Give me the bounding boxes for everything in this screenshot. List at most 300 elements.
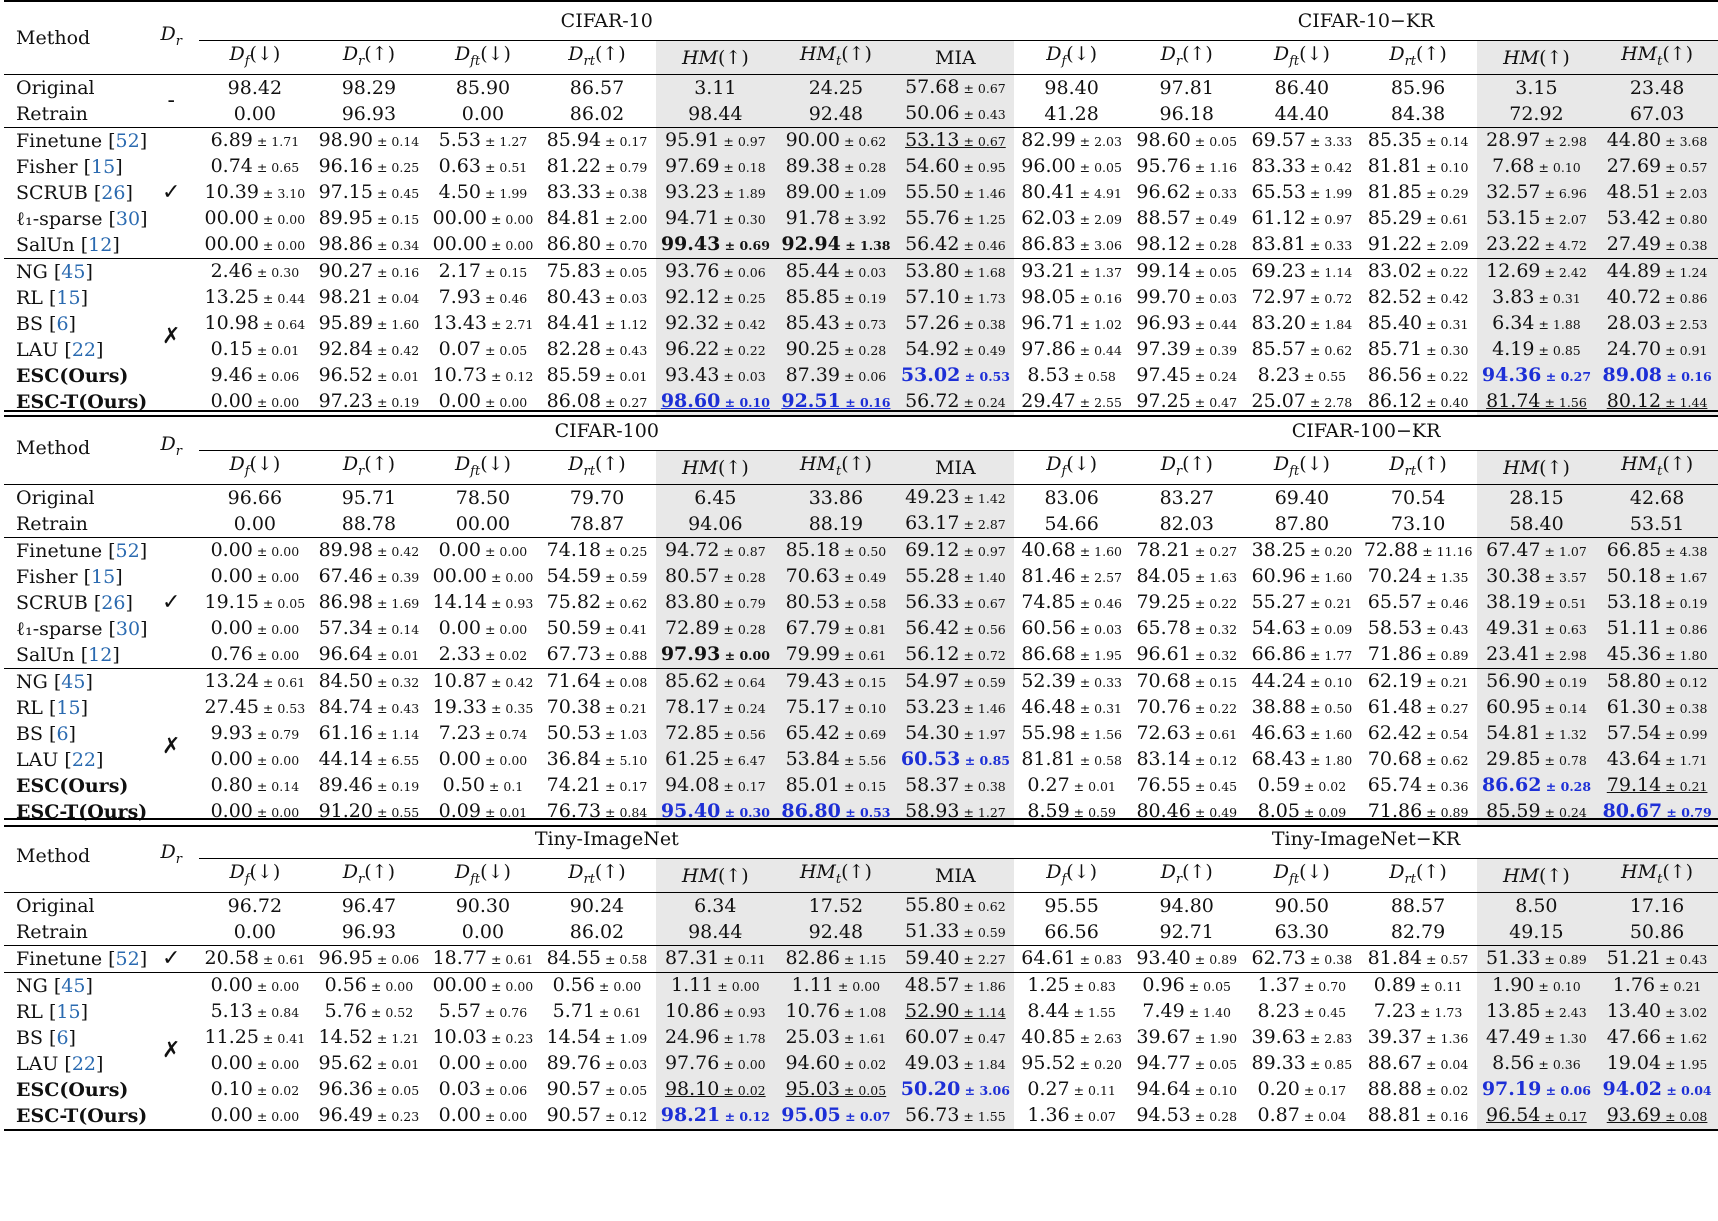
cell-value	[901, 1078, 1010, 1100]
cell	[1129, 616, 1244, 642]
dataset-row	[4, 1, 1718, 41]
std: ± 0.61	[1190, 727, 1238, 742]
metric-sub: ft	[1289, 53, 1300, 69]
mean: 33.86	[808, 487, 864, 509]
mean: 8.53	[1027, 364, 1070, 386]
cell-value	[809, 513, 863, 535]
cell-value	[1136, 233, 1237, 255]
std: ± 0.15	[1190, 675, 1238, 690]
metric-sub: r	[1175, 53, 1183, 69]
cell	[1014, 511, 1129, 538]
mean: 82.99	[1021, 129, 1076, 151]
metric-header	[656, 451, 775, 485]
mean: 94.60	[785, 1052, 840, 1074]
mean: 84.41	[546, 312, 602, 334]
std: ± 0.42	[372, 343, 420, 358]
mean: 93.43	[665, 364, 720, 386]
cell-value	[1275, 487, 1329, 509]
dr-mark: ✓	[143, 946, 199, 973]
cell	[1596, 773, 1718, 799]
cell-value	[433, 591, 534, 613]
cell	[775, 180, 897, 206]
cell	[775, 154, 897, 180]
cell-value	[1607, 947, 1708, 969]
mean: 87.31	[664, 947, 720, 969]
mean: 13.25	[204, 286, 259, 308]
cell	[656, 919, 775, 946]
cell-value	[1252, 565, 1353, 587]
mean: 27.69	[1606, 155, 1662, 177]
cell-value	[547, 565, 648, 587]
table-row	[4, 973, 1718, 1000]
mean: 88.57	[1136, 207, 1191, 229]
cell	[538, 973, 655, 1000]
mean: 61.30	[1606, 696, 1662, 718]
std: ± 0.14	[372, 622, 420, 637]
cell	[310, 363, 427, 389]
mean: 87.80	[1274, 513, 1330, 535]
mean: 66.86	[1251, 643, 1306, 665]
cell	[656, 999, 775, 1025]
metric-name: D	[342, 42, 359, 65]
std: ± 0.21	[1422, 675, 1469, 690]
mean: 84.55	[546, 947, 601, 969]
mean: 99.70	[1136, 286, 1191, 308]
mean: 10.86	[664, 1000, 720, 1022]
std: ± 6.55	[372, 753, 420, 768]
mean: 67.47	[1486, 539, 1541, 561]
mean: 96.72	[227, 895, 283, 917]
cell	[1129, 973, 1244, 1000]
cell	[1359, 1077, 1476, 1103]
cell-value	[905, 390, 1006, 412]
mean: 96.47	[341, 895, 397, 917]
mean: 56.42	[905, 233, 960, 255]
cell-value	[319, 129, 420, 151]
cell-value	[1368, 260, 1469, 282]
std: ± 0.38	[1661, 238, 1708, 253]
std: ± 0.86	[1661, 622, 1708, 637]
method-label: SalUn	[16, 644, 75, 666]
metric-header	[1359, 451, 1476, 485]
cell-value	[547, 1078, 648, 1100]
cell	[199, 1025, 310, 1051]
mean: 70.63	[785, 565, 840, 587]
mean: 96.00	[1021, 155, 1076, 177]
mean: 81.22	[546, 155, 602, 177]
mean: 8.50	[1515, 895, 1558, 917]
cell	[656, 1025, 775, 1051]
table-row	[4, 669, 1718, 696]
mean: 80.46	[1136, 800, 1191, 822]
cell-value	[1258, 1000, 1347, 1022]
cell-value	[1602, 1078, 1711, 1100]
std: ± 0.22	[1190, 596, 1238, 611]
cell-value	[665, 286, 766, 308]
std: ± 0.57	[1661, 160, 1708, 175]
std: ± 0.70	[601, 238, 648, 253]
mean: 94.64	[1136, 1078, 1191, 1100]
method-name: Finetune [52]	[4, 946, 143, 973]
cell-value	[1486, 617, 1587, 639]
mean: 96.61	[1136, 643, 1191, 665]
std: ± 0.17	[719, 779, 766, 794]
mean: 83.33	[1251, 155, 1306, 177]
std: ± 2.00	[601, 212, 648, 227]
cell-value	[205, 286, 306, 308]
mean: 63.17	[905, 512, 960, 534]
cell-value	[234, 513, 276, 535]
mean: 11.25	[204, 1026, 259, 1048]
mean: 24.70	[1606, 338, 1662, 360]
table-row	[4, 311, 1718, 337]
mean: 96.22	[665, 338, 720, 360]
mean: 0.96	[1142, 974, 1185, 996]
mean: 95.62	[318, 1052, 373, 1074]
cell	[428, 721, 539, 747]
cell	[1244, 669, 1359, 696]
mean: 7.49	[1142, 1000, 1185, 1022]
cell	[538, 363, 655, 389]
method-label: Finetune	[16, 130, 103, 152]
cell-value	[319, 233, 420, 255]
cell-value	[211, 1000, 300, 1022]
cell-value	[211, 1052, 300, 1074]
cell-value	[1252, 591, 1353, 613]
cell	[1129, 259, 1244, 286]
metric-name: D	[1046, 860, 1062, 883]
cell	[1129, 285, 1244, 311]
mean: 0.20	[1257, 1078, 1300, 1100]
cell	[1014, 363, 1129, 389]
mean: 97.93	[660, 643, 721, 665]
mean: 7.23	[1373, 1000, 1417, 1022]
std: ± 6.96	[1540, 186, 1587, 201]
dataset-left-title: CIFAR-10	[199, 1, 1014, 41]
cell-value	[1136, 1078, 1237, 1100]
cell-value	[319, 1078, 420, 1100]
cell-value	[211, 390, 300, 412]
cell-value	[319, 181, 420, 203]
cell-value	[665, 591, 766, 613]
cell-value	[786, 338, 887, 360]
std: ± 1.25	[959, 212, 1006, 227]
mean: 53.13	[905, 129, 960, 151]
cell	[538, 538, 655, 565]
mean: 00.00	[204, 207, 259, 229]
method-label: RL	[16, 1001, 43, 1023]
cell-value	[665, 670, 766, 692]
cell	[199, 128, 310, 155]
mean: 88.81	[1367, 1104, 1423, 1126]
cell-value	[1515, 895, 1557, 917]
std: ± 1.07	[1540, 544, 1587, 559]
table-row	[4, 1025, 1718, 1051]
table-row	[4, 695, 1718, 721]
cell-value	[786, 565, 887, 587]
std: ± 1.03	[601, 727, 648, 742]
cell	[775, 511, 897, 538]
mean: 85.29	[1367, 207, 1423, 229]
mean: 97.39	[1136, 338, 1191, 360]
mean: 98.40	[1044, 77, 1099, 99]
cell-value	[661, 233, 770, 255]
std: ± 3.68	[1661, 134, 1708, 149]
cell-value	[547, 338, 648, 360]
cell	[1014, 154, 1129, 180]
metric-sub: rt	[1404, 53, 1417, 69]
std: ± 0.12	[601, 1109, 648, 1124]
cell-value	[319, 207, 420, 229]
metric-header	[1596, 41, 1718, 75]
mean: 8.05	[1257, 800, 1300, 822]
mean: 95.03	[785, 1078, 840, 1100]
mean: 3.11	[694, 77, 737, 99]
method-label: Finetune	[16, 948, 103, 970]
cell-value	[439, 539, 528, 561]
mean: 49.31	[1486, 617, 1541, 639]
mean: 96.64	[318, 643, 373, 665]
std: ± 1.99	[1305, 186, 1353, 201]
metric-header	[310, 41, 427, 75]
cell-value	[439, 748, 528, 770]
cell-value	[1275, 895, 1329, 917]
cell	[1359, 669, 1476, 696]
cell	[428, 695, 539, 721]
cell	[897, 128, 1014, 155]
mean: 1.11	[791, 974, 834, 996]
mean: 28.15	[1509, 487, 1564, 509]
std: ± 1.86	[959, 979, 1006, 994]
cell-value	[1021, 696, 1122, 718]
cell	[428, 773, 539, 799]
std: ± 0.62	[1422, 753, 1469, 768]
mean: 0.74	[210, 155, 253, 177]
metric-name: D	[1160, 452, 1176, 475]
cell-value	[905, 591, 1006, 613]
cell-value	[1607, 207, 1708, 229]
mean: 98.86	[318, 233, 373, 255]
cell-value	[905, 207, 1006, 229]
metric-sub: rt	[583, 53, 595, 69]
mean: 00.00	[432, 974, 487, 996]
cell	[1244, 1077, 1359, 1103]
std: ± 1.99	[480, 186, 528, 201]
mean: 0.00	[210, 565, 253, 587]
mean: 92.12	[665, 286, 720, 308]
std: ± 1.36	[1422, 1031, 1469, 1046]
mean: 2.46	[210, 260, 253, 282]
cell	[897, 642, 1014, 669]
std: ± 2.98	[1540, 648, 1587, 663]
std: ± 0.00	[487, 570, 534, 585]
mean: 91.20	[318, 800, 373, 822]
cell	[897, 1025, 1014, 1051]
cell-value	[342, 513, 396, 535]
mean: 93.40	[1136, 947, 1191, 969]
cell-value	[1630, 895, 1684, 917]
cell-value	[1630, 103, 1684, 125]
cell-value	[1368, 233, 1469, 255]
cell-value	[1160, 487, 1214, 509]
mean: 86.80	[546, 233, 602, 255]
metric-sub: f	[1061, 53, 1067, 69]
cell-value	[905, 129, 1006, 151]
std: ± 0.11	[1069, 1083, 1116, 1098]
std: ± 0.05	[601, 265, 648, 280]
mean: 80.53	[785, 591, 840, 613]
cell-value	[342, 77, 396, 99]
mean: 92.48	[808, 103, 864, 125]
metric-header	[310, 451, 427, 485]
cell-value	[547, 181, 648, 203]
cell-value	[547, 748, 648, 770]
cell-value	[905, 947, 1006, 969]
std: ± 0.42	[1305, 160, 1353, 175]
cell-value	[1492, 338, 1581, 360]
cell-value	[1252, 260, 1353, 282]
mean: 0.00	[210, 800, 253, 822]
std: ± 0.45	[372, 186, 420, 201]
cell-value	[786, 539, 887, 561]
mean: 81.85	[1367, 181, 1423, 203]
mean: 8.59	[1027, 800, 1070, 822]
mean: 87.39	[785, 364, 840, 386]
cell	[656, 1103, 775, 1130]
mean: 1.11	[671, 974, 714, 996]
metric-name: HM	[1621, 860, 1658, 883]
std: ± 0.03	[840, 265, 887, 280]
cell	[897, 946, 1014, 973]
std: ± 0.62	[601, 596, 648, 611]
metric-name: D	[342, 452, 359, 475]
mean: 19.04	[1606, 1052, 1662, 1074]
cell-value	[1603, 364, 1712, 386]
std: ± 0.02	[1422, 1083, 1469, 1098]
cell-value	[665, 338, 766, 360]
std: ± 3.06	[960, 1083, 1010, 1098]
cell-value	[319, 696, 420, 718]
mean: 53.84	[785, 748, 840, 770]
std: ± 0.15	[372, 212, 420, 227]
std: ± 1.14	[1305, 265, 1353, 280]
std: ± 0.32	[1190, 622, 1238, 637]
citation: 22	[71, 1053, 96, 1075]
cell	[1129, 337, 1244, 363]
cell-value	[1136, 947, 1237, 969]
cell-value	[1368, 207, 1469, 229]
cell	[538, 337, 655, 363]
std: ± 0.00	[366, 979, 414, 994]
cell-value	[433, 1026, 534, 1048]
cell	[538, 564, 655, 590]
cell	[538, 590, 655, 616]
cell-value	[905, 1052, 1006, 1074]
cell	[656, 485, 775, 512]
cell-value	[1136, 1026, 1237, 1048]
cell	[1477, 285, 1596, 311]
std: ± 1.12	[601, 317, 648, 332]
metric-header	[1129, 859, 1244, 893]
std: ± 0.46	[1075, 596, 1122, 611]
cell-value	[905, 920, 1006, 942]
cell-value	[547, 390, 648, 412]
cell-value	[905, 565, 1006, 587]
mean: 44.24	[1251, 670, 1306, 692]
std: ± 0.62	[1305, 343, 1353, 358]
method-label: ESC(Ours)	[16, 365, 129, 387]
cell-value	[319, 670, 420, 692]
cell	[1477, 511, 1596, 538]
cell	[656, 337, 775, 363]
cell-value	[1613, 974, 1702, 996]
std: ± 1.44	[1661, 395, 1708, 410]
cell-value	[211, 974, 300, 996]
mean: 81.81	[1367, 155, 1423, 177]
mean: 89.95	[318, 207, 373, 229]
cell	[897, 75, 1014, 102]
cell-value	[1044, 895, 1098, 917]
method-label: ESC-T(Ours)	[16, 391, 148, 413]
cell-value	[905, 1000, 1006, 1022]
method-name: ℓ₁-sparse [30]	[16, 208, 148, 230]
mean: 55.80	[905, 894, 960, 916]
mean: 94.77	[1136, 1052, 1191, 1074]
std: ± 0.08	[1661, 1109, 1708, 1124]
mean: 29.85	[1486, 748, 1541, 770]
cell	[538, 206, 655, 232]
metric-arrow: (↓)	[480, 860, 511, 883]
cell	[1244, 1103, 1359, 1130]
std: ± 0.59	[959, 925, 1006, 940]
mean: 13.43	[432, 312, 488, 334]
std: ± 1.62	[1661, 1031, 1708, 1046]
mean: 98.44	[688, 103, 743, 125]
std: ± 1.84	[1305, 317, 1353, 332]
cell-value	[1607, 390, 1708, 412]
metric-name: D	[1273, 860, 1290, 883]
mean: 58.40	[1509, 513, 1564, 535]
mean: 72.63	[1136, 722, 1191, 744]
metric-header	[310, 859, 427, 893]
cell	[1477, 642, 1596, 669]
mean: 85.35	[1367, 129, 1423, 151]
mean: 92.94	[781, 233, 841, 255]
cell-value	[1607, 1026, 1708, 1048]
cell	[775, 206, 897, 232]
cell	[1014, 311, 1129, 337]
std: ± 0.46	[480, 291, 528, 306]
metric-arrow: (↑)	[1415, 860, 1447, 883]
mean: 72.97	[1251, 286, 1306, 308]
metric-arrow: (↓)	[249, 452, 281, 475]
std: ± 0.72	[1305, 291, 1353, 306]
std: ± 0.06	[372, 952, 420, 967]
mean: 98.42	[227, 77, 283, 99]
cell	[310, 590, 427, 616]
cell-value	[1021, 1052, 1122, 1074]
std: ± 0.00	[252, 979, 300, 994]
cell	[897, 180, 1014, 206]
metric-arrow: (↑)	[1662, 860, 1694, 883]
std: ± 0.19	[1661, 596, 1708, 611]
mean: 54.30	[905, 722, 960, 744]
method-name: NG [45]	[4, 973, 143, 1000]
std: ± 0.06	[480, 1083, 528, 1098]
cell-value	[688, 513, 742, 535]
cell	[199, 946, 310, 973]
cell	[538, 311, 655, 337]
